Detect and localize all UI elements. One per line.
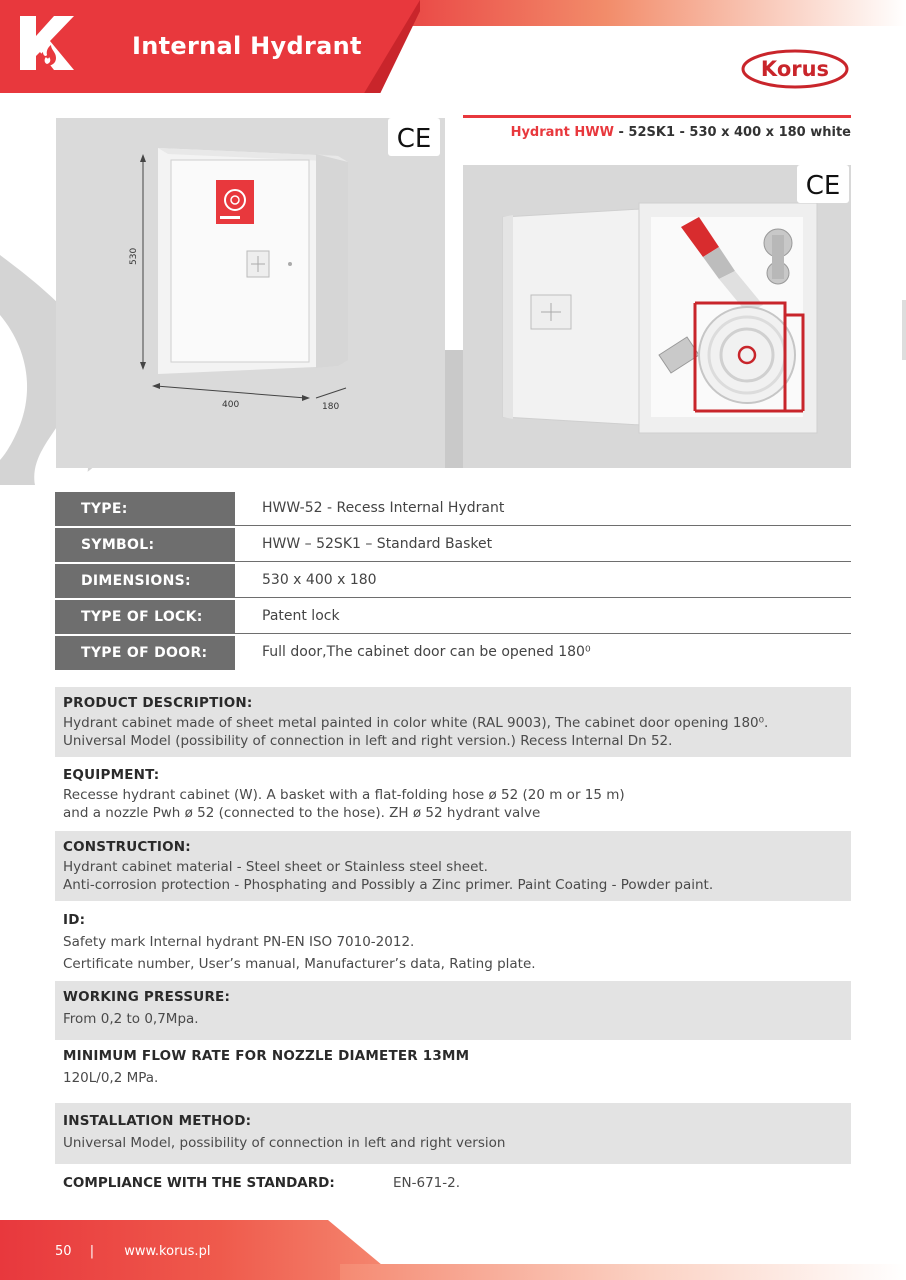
section-heading: CONSTRUCTION: — [63, 839, 191, 855]
header-gradient-bar — [360, 0, 906, 26]
section-heading: ID: — [63, 912, 86, 928]
section-installation — [55, 1103, 851, 1164]
section-text: Universal Model, possibility of connection in left and right version — [63, 1135, 506, 1151]
section-heading: PRODUCT DESCRIPTION: — [63, 695, 253, 711]
spec-label: TYPE OF DOOR: — [55, 636, 235, 670]
side-decoration — [902, 300, 906, 360]
section-equipment — [55, 759, 851, 829]
svg-text:400: 400 — [222, 400, 240, 410]
spec-value: HWW-52 - Recess Internal Hydrant — [235, 492, 851, 526]
footer-text — [55, 1244, 210, 1259]
section-id — [55, 904, 851, 978]
page-number: 50 — [55, 1244, 72, 1259]
spec-row-symbol — [55, 528, 851, 562]
caption-model: Hydrant HWW — [510, 125, 614, 140]
svg-text:Korus: Korus — [760, 57, 830, 81]
compliance-value: EN-671-2. — [393, 1175, 461, 1191]
section-text: Certificate number, User’s manual, Manufacturer’s data, Rating plate. — [63, 956, 536, 972]
compliance-label: COMPLIANCE WITH THE STANDARD: — [63, 1175, 335, 1191]
spec-label: SYMBOL: — [55, 528, 235, 562]
svg-text:CE: CE — [805, 171, 841, 199]
page-title: Internal Hydrant — [132, 32, 362, 60]
section-text: Universal Model (possibility of connection in left and right version.) Recess Internal Dn 52. — [63, 733, 673, 749]
svg-text:CE: CE — [396, 124, 432, 152]
section-working-pressure — [55, 981, 851, 1040]
ce-mark-right — [797, 165, 849, 203]
section-construction — [55, 831, 851, 901]
footer-separator: | — [89, 1244, 95, 1259]
section-compliance — [63, 1175, 461, 1191]
section-product-description — [55, 687, 851, 757]
spec-value: Patent lock — [235, 600, 851, 634]
section-heading: MINIMUM FLOW RATE FOR NOZZLE DIAMETER 13MM — [63, 1048, 470, 1064]
section-heading: EQUIPMENT: — [63, 767, 160, 783]
open-cabinet-photo — [463, 165, 851, 468]
photo-divider — [445, 350, 463, 468]
section-text: Anti-corrosion protection - Phosphating and Possibly a Zinc primer. Paint Coating - Powder paint. — [63, 877, 714, 893]
website-link[interactable]: www.korus.pl — [124, 1244, 211, 1259]
spec-value: HWW – 52SK1 – Standard Basket — [235, 528, 851, 562]
spec-label: TYPE OF LOCK: — [55, 600, 235, 634]
spec-row-dimensions — [55, 564, 851, 598]
section-min-flow-rate — [55, 1040, 851, 1100]
spec-row-lock — [55, 600, 851, 634]
section-text: Safety mark Internal hydrant PN-EN ISO 7010-2012. — [63, 934, 415, 950]
caption-rule — [463, 115, 851, 118]
section-text: Hydrant cabinet material - Steel sheet or Stainless steel sheet. — [63, 859, 488, 875]
spec-row-door — [55, 636, 851, 670]
spec-value: Full door,The cabinet door can be opened 180⁰ — [262, 644, 591, 660]
spec-label: DIMENSIONS: — [55, 564, 235, 598]
svg-text:180: 180 — [322, 402, 340, 412]
section-heading: INSTALLATION METHOD: — [63, 1113, 252, 1129]
footer — [0, 1220, 906, 1280]
section-text: From 0,2 to 0,7Mpa. — [63, 1011, 199, 1027]
korus-k-logo — [16, 14, 76, 72]
footer-gradient-bar — [340, 1264, 906, 1280]
section-text: Hydrant cabinet made of sheet metal painted in color white (RAL 9003), The cabinet door opening 180⁰. — [63, 715, 769, 731]
section-text: Recesse hydrant cabinet (W). A basket with a flat-folding hose ø 52 (20 m or 15 m) — [63, 787, 625, 803]
caption-details: - 52SK1 - 530 x 400 x 180 white — [613, 125, 851, 140]
section-heading: WORKING PRESSURE: — [63, 989, 231, 1005]
closed-cabinet-photo — [56, 118, 445, 468]
product-caption — [463, 125, 851, 140]
spec-row-type — [55, 492, 851, 526]
svg-text:530: 530 — [129, 247, 139, 265]
spec-value: 530 x 400 x 180 — [235, 564, 851, 598]
spec-label: TYPE: — [55, 492, 235, 526]
korus-brand-logo — [740, 47, 850, 91]
section-text: and a nozzle Pwh ø 52 (connected to the hose). ZH ø 52 hydrant valve — [63, 805, 541, 821]
ce-mark-left — [388, 118, 440, 156]
section-text: 120L/0,2 MPa. — [63, 1070, 159, 1086]
